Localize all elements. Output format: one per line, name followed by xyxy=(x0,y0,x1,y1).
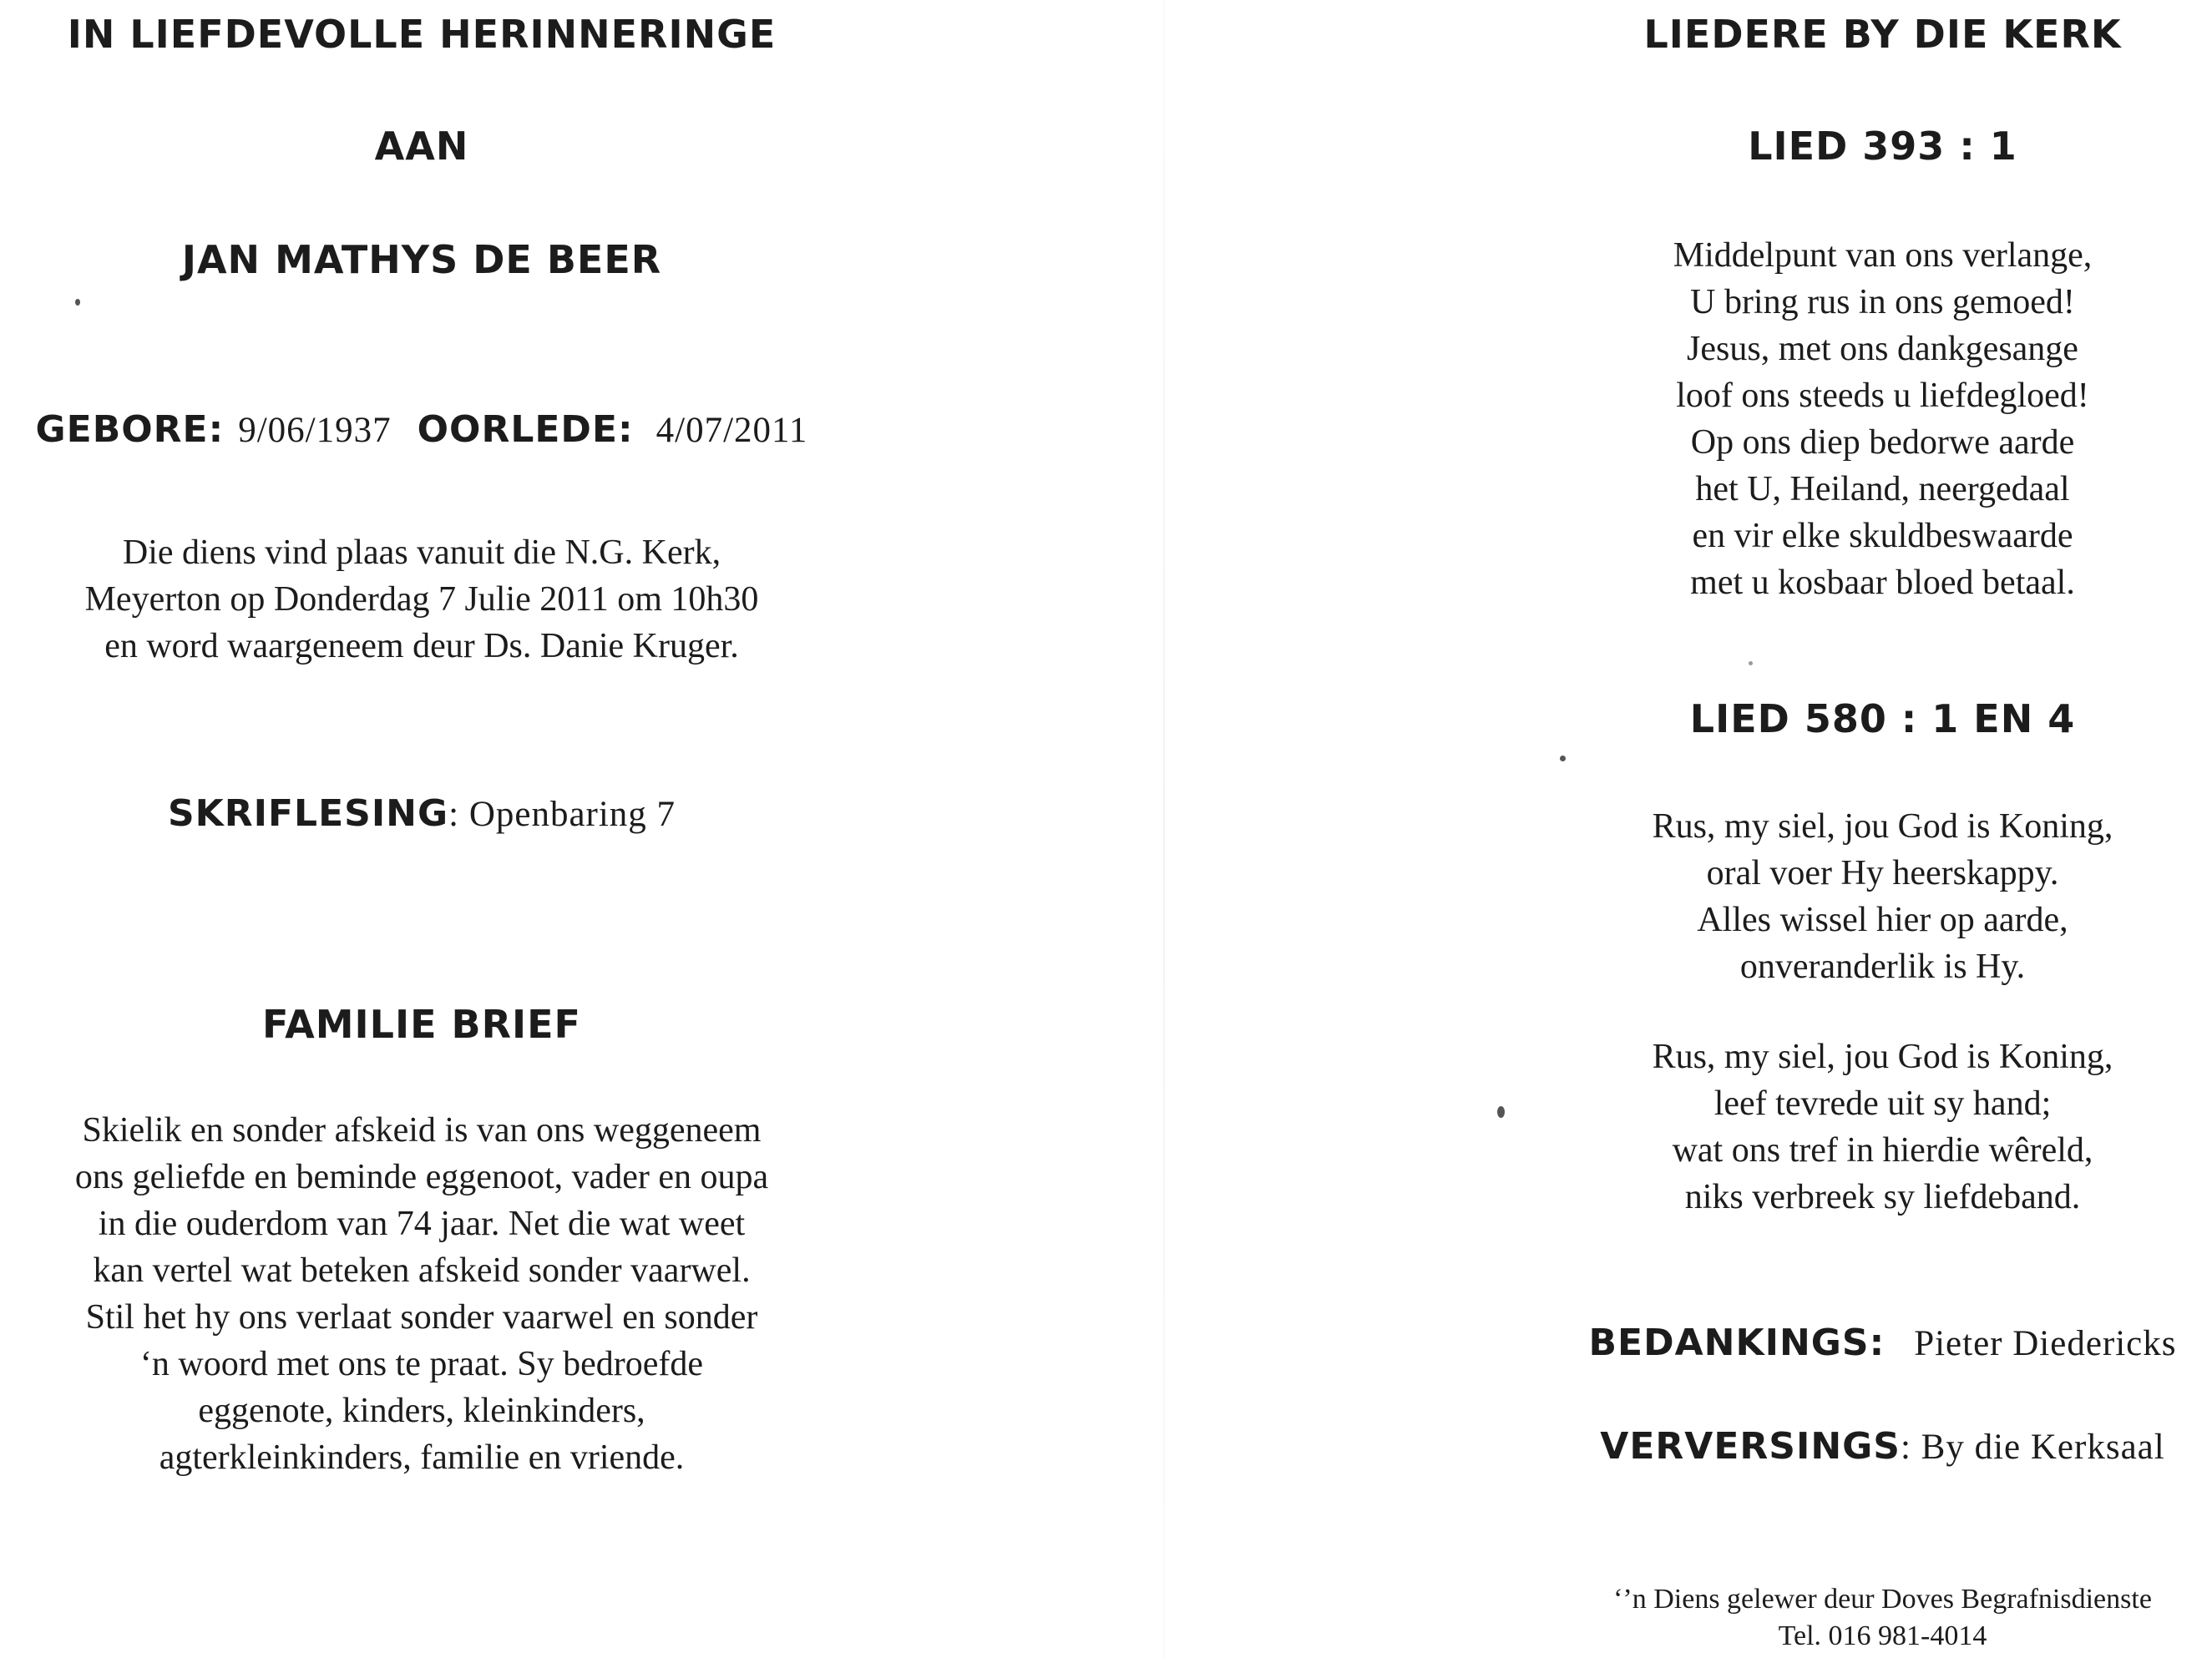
hymn-line: het U, Heiland, neergedaal xyxy=(1695,470,2070,508)
hymn-line: niks verbreek sy liefdeband. xyxy=(1684,1178,2081,1216)
family-line: in die ouderdom van 74 jaar. Net die wat weet xyxy=(98,1205,746,1243)
hymn-line: wat ons tref in hierdie wêreld, xyxy=(1672,1131,2093,1170)
family-line: ‘n woord met ons te praat. Sy bedroefde xyxy=(139,1345,704,1383)
hymn-580-verse-4 xyxy=(1553,1034,2212,1221)
hymn-line: Jesus, met ons dankgesange xyxy=(1687,330,2078,368)
dates-line xyxy=(0,406,843,451)
hymns-title: LIEDERE BY DIE KERK xyxy=(1643,12,2122,57)
hymn-line: Alles wissel hier op aarde, xyxy=(1697,901,2068,939)
reading-line xyxy=(0,790,843,835)
hymn-line: Middelpunt van ons verlange, xyxy=(1673,236,2093,275)
hymn-580-heading: LIED 580 : 1 EN 4 xyxy=(1689,696,2076,741)
refreshments-label: VERVERSINGS xyxy=(1600,1425,1901,1468)
family-line: Skielik en sonder afskeid is van ons weggeneem xyxy=(82,1111,762,1150)
reading-label: SKRIFLESING xyxy=(167,792,449,835)
footer-line: ‘’n Diens gelewer deur Doves Begrafnisdienste xyxy=(1613,1584,2152,1615)
family-line: kan vertel wat beteken afskeid sonder vaarwel. xyxy=(93,1251,751,1290)
service-details xyxy=(0,529,843,670)
hymn-line: met u kosbaar bloed betaal. xyxy=(1690,564,2075,602)
hymn-line: oral voer Hy heerskappy. xyxy=(1706,854,2059,892)
hymn-line: Rus, my siel, jou God is Koning, xyxy=(1652,1038,2113,1076)
thanks-label: BEDANKINGS: xyxy=(1588,1322,1886,1364)
family-line: Stil het hy ons verlaat sonder vaarwel en sonder xyxy=(85,1298,758,1337)
thanks-line xyxy=(1553,1319,2212,1364)
service-line: Meyerton op Donderdag 7 Julie 2011 om 10h30 xyxy=(84,580,759,619)
hymn-line: en vir elke skuldbeswaarde xyxy=(1692,517,2073,555)
aan-heading: AAN xyxy=(374,124,469,169)
reading-value: : Openbaring 7 xyxy=(448,795,676,834)
refreshments-line xyxy=(1553,1423,2212,1468)
hymn-393-heading: LIED 393 : 1 xyxy=(1748,124,2017,169)
thanks-value: Pieter Diedericks xyxy=(1914,1324,2177,1363)
hymn-line: onveranderlik is Hy. xyxy=(1739,948,2026,986)
hymn-line: Op ons diep bedorwe aarde xyxy=(1690,423,2075,462)
page-fold-line xyxy=(1163,0,1165,1658)
hymn-line: Rus, my siel, jou God is Koning, xyxy=(1652,807,2113,846)
funeral-service-footer xyxy=(1553,1581,2212,1655)
family-line: eggenote, kinders, kleinkinders, xyxy=(198,1392,645,1430)
hymn-line: loof ons steeds u liefdegloed! xyxy=(1676,377,2089,415)
family-letter-heading: FAMILIE BRIEF xyxy=(262,1002,581,1047)
scan-speck xyxy=(1497,1106,1505,1118)
hymn-393-verse xyxy=(1553,232,2212,606)
family-line: ons geliefde en beminde eggenoot, vader en oupa xyxy=(74,1158,769,1196)
hymn-line: leef tevrede uit sy hand; xyxy=(1713,1084,2052,1123)
died-date: 4/07/2011 xyxy=(656,411,808,450)
deceased-name: JAN MATHYS DE BEER xyxy=(181,237,662,282)
right-page xyxy=(1553,0,2212,1658)
refreshments-value: : By die Kerksaal xyxy=(1900,1428,2165,1467)
family-line: agterkleinkinders, familie en vriende. xyxy=(159,1438,685,1477)
born-date: 9/06/1937 xyxy=(238,411,392,450)
footer-phone: Tel. 016 981-4014 xyxy=(1778,1620,1987,1651)
family-letter xyxy=(0,1107,843,1481)
born-label: GEBORE: xyxy=(35,408,225,451)
memorial-title: IN LIEFDEVOLLE HERINNERINGE xyxy=(67,12,777,57)
service-line: en word waargeneem deur Ds. Danie Kruger. xyxy=(104,627,739,665)
left-page xyxy=(0,0,843,1658)
died-label: OORLEDE: xyxy=(417,408,634,451)
hymn-580-verse-1 xyxy=(1553,803,2212,990)
hymn-line: U bring rus in ons gemoed! xyxy=(1690,283,2075,321)
service-line: Die diens vind plaas vanuit die N.G. Kerk, xyxy=(122,533,721,572)
